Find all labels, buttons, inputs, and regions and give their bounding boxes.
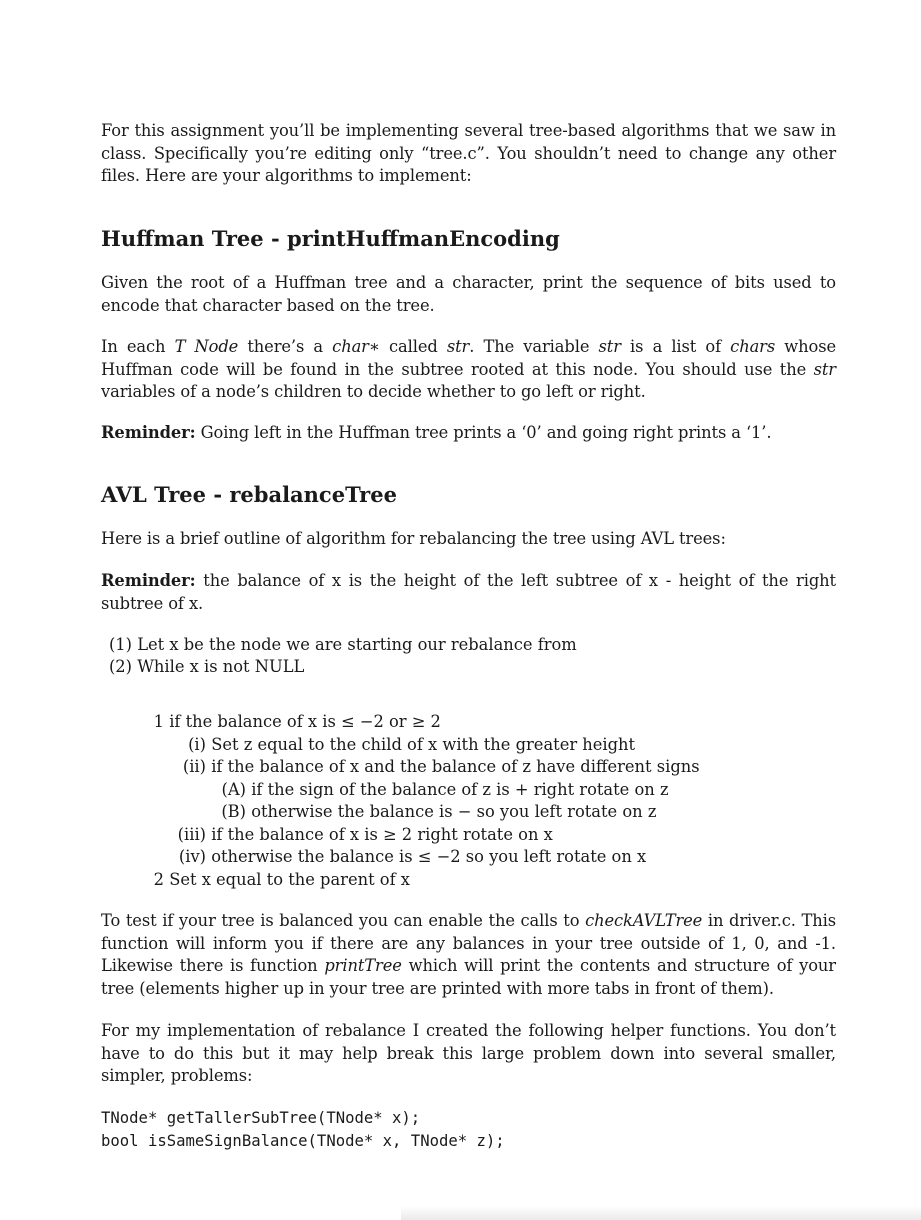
intro-paragraph: For this assignment you’ll be implementing several tree-based algorithms that we saw in class. Specifically you’re editing only “tree.c”. You shouldn’t need to change any other files. Here are your algorithms to implement: (101, 121, 836, 185)
reminder-label: Reminder: (101, 571, 196, 590)
list-item: (iii) if the balance of x is ≥ 2 right rotate on x (177, 825, 553, 844)
huffman-heading: Huffman Tree - printHuffmanEncoding (101, 226, 560, 251)
list-item: (1) Let x be the node we are starting our rebalance from (108, 635, 577, 654)
huffman-paragraph-1: Given the root of a Huffman tree and a character, print the sequence of bits used to encode that character based on the tree. (101, 273, 836, 315)
reminder-label: Reminder: (101, 423, 196, 442)
helpers-paragraph: For my implementation of rebalance I created the following helper functions. You don’t have to do this but it may help break this large problem down into several smaller, simpler, problems: (101, 1021, 836, 1085)
list-item: 1 if the balance of x is ≤ −2 or ≥ 2 (153, 712, 441, 731)
avl-heading: AVL Tree - rebalanceTree (101, 482, 397, 507)
list-item: (i) Set z equal to the child of x with the greater height (188, 735, 636, 754)
avl-outline: Here is a brief outline of algorithm for rebalancing the tree using AVL trees: (101, 529, 726, 548)
avl-reminder: Reminder: the balance of x is the height of the left subtree of x - height of the right subtree of x. (101, 571, 836, 613)
code-line: TNode* getTallerSubTree(TNode* x); (101, 1109, 421, 1127)
list-item: (A) if the sign of the balance of z is + right rotate on z (221, 780, 669, 799)
test-paragraph: To test if your tree is balanced you can enable the calls to checkAVLTree in driver.c. This function will inform you if there are any balances in your tree outside of 1, 0, and -1. Likewise there is function printTree which will print the contents and structure of your tree (elements higher up in your tree are printed with more tabs in front of them). (101, 911, 836, 998)
print-tree-function: printTree (324, 956, 402, 975)
list-item: (2) While x is not NULL (108, 657, 305, 676)
code-line: bool isSameSignBalance(TNode* x, TNode* z); (101, 1132, 505, 1150)
list-item: (iv) otherwise the balance is ≤ −2 so you left rotate on x (178, 847, 647, 866)
list-item: 2 Set x equal to the parent of x (153, 870, 410, 889)
huffman-reminder: Reminder: Going left in the Huffman tree prints a ‘0’ and going right prints a ‘1’. (101, 423, 772, 442)
list-item: (ii) if the balance of x and the balance of z have different signs (182, 757, 700, 776)
check-avl-tree-function: checkAVLTree (585, 911, 703, 930)
list-item: (B) otherwise the balance is − so you left rotate on z (221, 802, 657, 821)
huffman-paragraph-2: In each T Node there’s a char∗ called str. The variable str is a list of chars whose Huffman code will be found in the subtree rooted at this node. You should use the str variables of a node’s children to decide whether to go left or right. (101, 337, 836, 401)
page-edge-shadow (401, 1206, 921, 1220)
